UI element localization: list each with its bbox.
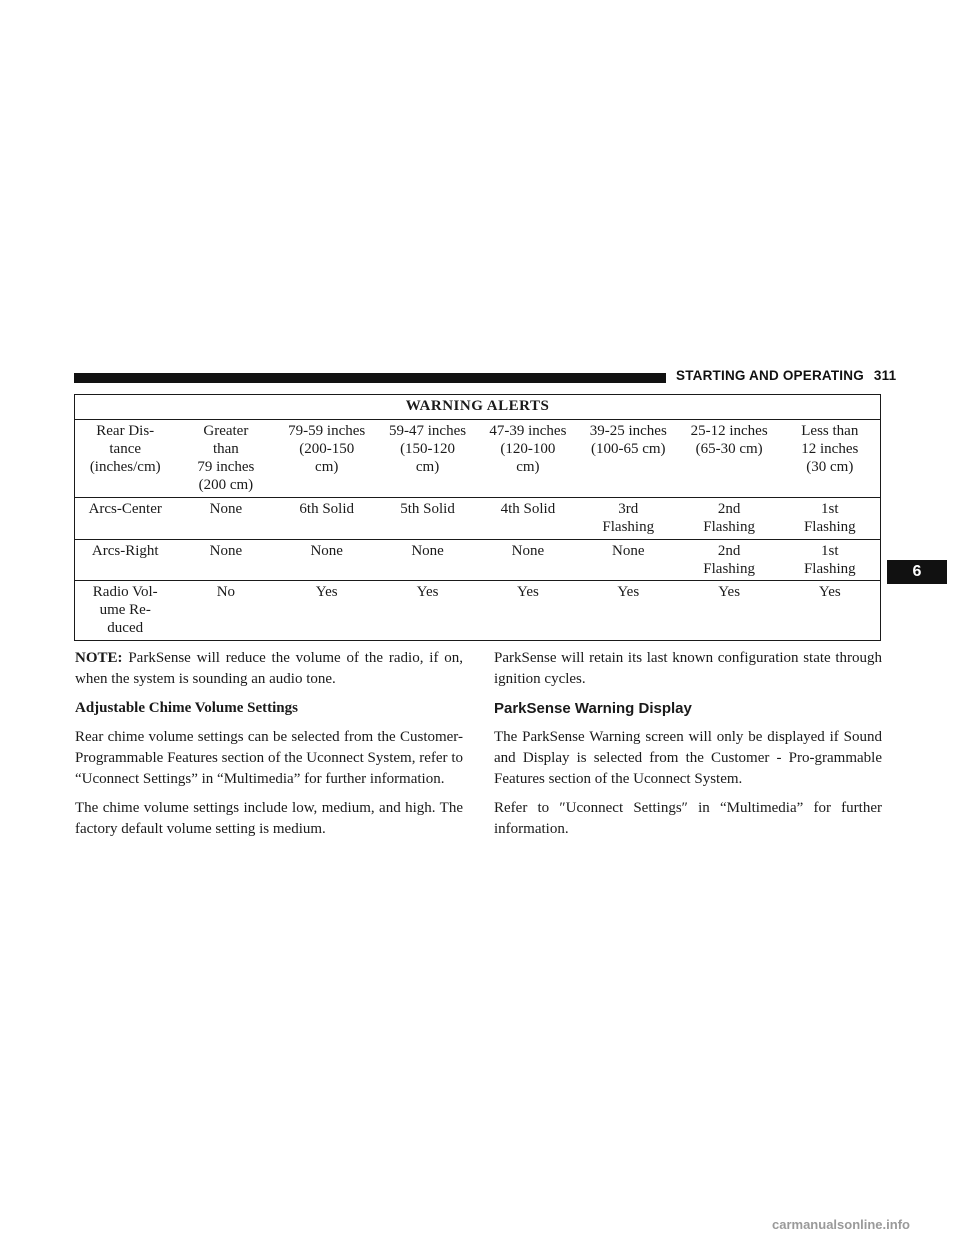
table-cell: 79-59 inches (200-150 cm) [276,420,377,498]
warning-alerts-table [74,394,881,641]
header-rule [74,373,666,383]
row-label-cell: Radio Vol- ume Re- duced [75,581,176,641]
table-cell: None [276,539,377,581]
running-header [676,368,896,383]
left-column [75,648,463,848]
table-cell: Yes [780,581,881,641]
row-label-cell: Arcs-Right [75,539,176,581]
table-cell: No [175,581,276,641]
watermark: carmanualsonline.info [772,1217,910,1232]
table-cell: 1st Flashing [780,498,881,540]
note-label: NOTE: [75,650,123,666]
chapter-tab: 6 [887,560,947,584]
table-cell: 6th Solid [276,498,377,540]
table-cell: 25-12 inches (65-30 cm) [679,420,780,498]
table-cell: 2nd Flashing [679,498,780,540]
table-cell: None [175,498,276,540]
table-cell: Yes [478,581,578,641]
table-row [75,539,881,581]
table-cell: Yes [578,581,679,641]
table-row [75,420,881,498]
table-cell: Less than 12 inches (30 cm) [780,420,881,498]
note-text: ParkSense will reduce the volume of the radio, if on, when the system is sounding an audio tone. [75,650,463,687]
chime-paragraph-1: Rear chime volume settings can be selected from the Customer-Programmable Features section of the Uconnect System, refer to “Uconnect Settings” in “Multimedia” for further information. [75,729,463,787]
refer-paragraph: Refer to ″Uconnect Settings″ in “Multimedia” for further information. [494,800,882,837]
note-paragraph [75,648,463,690]
table-cell: 2nd Flashing [679,539,780,581]
table-cell: None [478,539,578,581]
warning-display-heading: ParkSense Warning Display [494,700,692,717]
retain-config-paragraph: ParkSense will retain its last known configuration state through ignition cycles. [494,650,882,687]
warning-display-paragraph: The ParkSense Warning screen will only be displayed if Sound and Display is selected from the Customer - Pro-grammable Features section of the Uconnect System. [494,729,882,787]
row-label-cell: Arcs-Center [75,498,176,540]
table-cell: 5th Solid [377,498,478,540]
table-title: WARNING ALERTS [75,395,881,420]
table-cell: Yes [276,581,377,641]
table-cell: 3rd Flashing [578,498,679,540]
table-cell: 4th Solid [478,498,578,540]
table-cell: 1st Flashing [780,539,881,581]
table-cell: Yes [679,581,780,641]
right-column [494,648,882,848]
table-cell: Greater than 79 inches (200 cm) [175,420,276,498]
table-cell: 47-39 inches (120-100 cm) [478,420,578,498]
table-row [75,498,881,540]
chime-volume-subhead: Adjustable Chime Volume Settings [75,700,298,716]
chime-paragraph-2: The chime volume settings include low, medium, and high. The factory default volume setting is medium. [75,800,463,837]
table-cell: None [175,539,276,581]
table-row [75,581,881,641]
table-cell: 39-25 inches (100-65 cm) [578,420,679,498]
page-number: 311 [873,368,897,383]
table-cell: None [578,539,679,581]
table-cell: None [377,539,478,581]
row-label-cell: Rear Dis- tance (inches/cm) [75,420,176,498]
section-title: STARTING AND OPERATING [676,368,864,383]
table-cell: 59-47 inches (150-120 cm) [377,420,478,498]
table-cell: Yes [377,581,478,641]
